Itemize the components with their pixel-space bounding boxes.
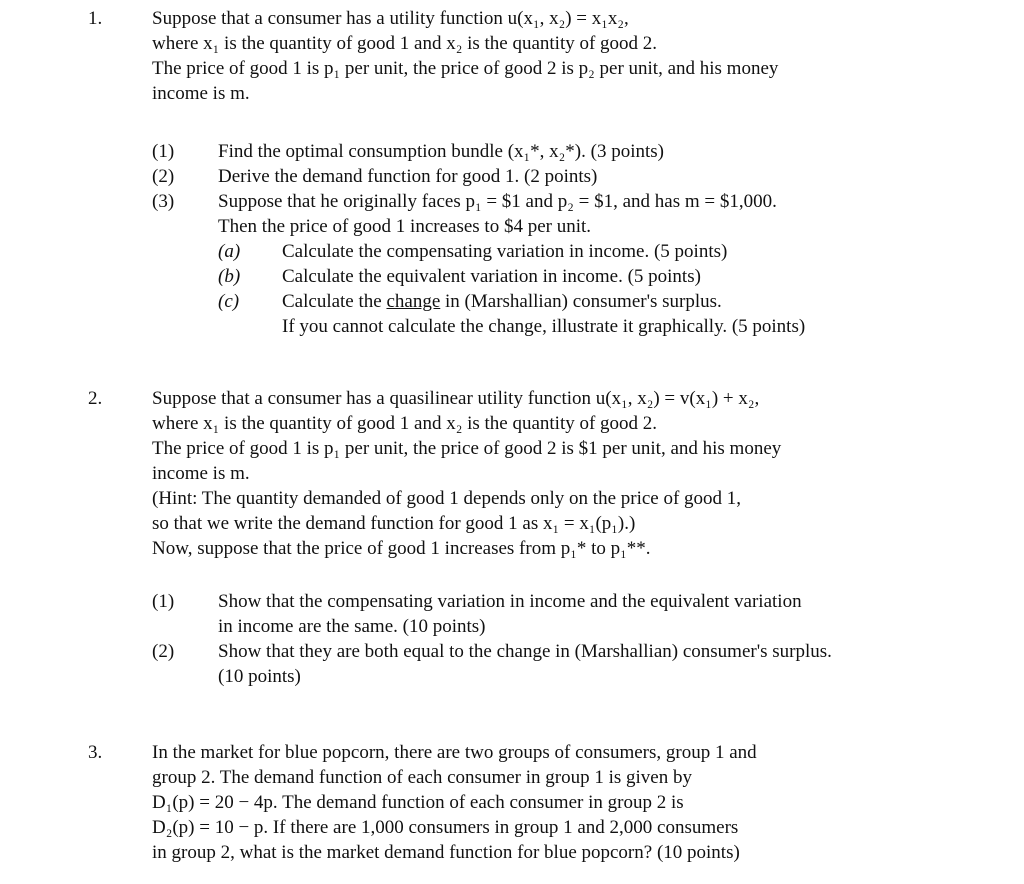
intro-line: group 2. The demand function of each consumer in group 1 is given by <box>152 767 692 788</box>
item-label: (1) <box>152 141 175 162</box>
intro-line: where x₁ is the quantity of good 1 and x₂ is the quantity of good 2. <box>152 33 658 54</box>
question-item <box>152 164 1012 189</box>
question-item <box>152 189 1012 214</box>
intro-line: Suppose that a consumer has a utility function u(x₁, x₂) = x₁x₂, <box>152 8 629 29</box>
item-label: (3) <box>152 191 175 212</box>
subitem-label: (b) <box>218 266 241 287</box>
problem-body <box>152 6 1012 339</box>
subitem-text-before: Calculate the <box>282 291 387 312</box>
intro-line: income is m. <box>152 83 250 104</box>
item-text: Show that the compensating variation in income and the equivalent variation <box>218 591 802 612</box>
problem-number: 2. <box>88 388 103 409</box>
intro-line: (Hint: The quantity demanded of good 1 depends only on the price of good 1, <box>152 488 742 509</box>
item-text: Derive the demand function for good 1. (2 points) <box>218 166 598 187</box>
sub-question-item <box>152 289 1012 314</box>
subitem-label: (c) <box>218 291 240 312</box>
intro-line: D₂(p) = 10 − p. If there are 1,000 consumers in group 1 and 2,000 consumers <box>152 817 739 838</box>
item-text: Suppose that he originally faces p₁ = $1 and p₂ = $1, and has m = $1,000. <box>218 191 777 212</box>
problem-body <box>152 740 1012 865</box>
subitem-continuation: If you cannot calculate the change, illustrate it graphically. (5 points) <box>282 316 806 337</box>
question-item <box>152 589 1012 614</box>
intro-line: where x₁ is the quantity of good 1 and x₂ is the quantity of good 2. <box>152 413 658 434</box>
problem-body <box>152 386 1012 689</box>
item-continuation: (10 points) <box>218 666 301 687</box>
intro-line: D₁(p) = 20 − 4p. The demand function of each consumer in group 2 is <box>152 792 684 813</box>
intro-line: income is m. <box>152 463 250 484</box>
intro-line: so that we write the demand function for good 1 as x₁ = x₁(p₁).) <box>152 513 636 534</box>
subitem-text-after: in (Marshallian) consumer's surplus. <box>440 291 722 312</box>
intro-line: Suppose that a consumer has a quasilinear utility function u(x₁, x₂) = v(x₁) + x₂, <box>152 388 760 409</box>
item-text: Find the optimal consumption bundle (x₁*, x₂*). (3 points) <box>218 141 664 162</box>
sub-question-item <box>152 239 1012 264</box>
subitem-text: Calculate the compensating variation in income. (5 points) <box>282 241 728 262</box>
intro-line: The price of good 1 is p₁ per unit, the price of good 2 is p₂ per unit, and his money <box>152 58 779 79</box>
subitem-text <box>282 289 722 314</box>
item-label: (1) <box>152 591 175 612</box>
item-continuation: Then the price of good 1 increases to $4 per unit. <box>218 216 592 237</box>
question-item <box>152 139 1012 164</box>
item-text: Show that they are both equal to the change in (Marshallian) consumer's surplus. <box>218 641 832 662</box>
question-item <box>152 639 1012 664</box>
problem-number: 1. <box>88 8 103 29</box>
underlined-word: change <box>386 291 441 312</box>
item-label: (2) <box>152 166 175 187</box>
problem-number: 3. <box>88 742 103 763</box>
item-continuation: in income are the same. (10 points) <box>218 616 486 637</box>
intro-line: in group 2, what is the market demand function for blue popcorn? (10 points) <box>152 842 740 863</box>
subitem-text: Calculate the equivalent variation in income. (5 points) <box>282 266 701 287</box>
intro-line: In the market for blue popcorn, there are two groups of consumers, group 1 and <box>152 742 757 763</box>
intro-line: The price of good 1 is p₁ per unit, the price of good 2 is $1 per unit, and his money <box>152 438 782 459</box>
intro-line: Now, suppose that the price of good 1 increases from p₁* to p₁**. <box>152 538 651 559</box>
subitem-label: (a) <box>218 241 241 262</box>
sub-question-item <box>152 264 1012 289</box>
item-label: (2) <box>152 641 175 662</box>
